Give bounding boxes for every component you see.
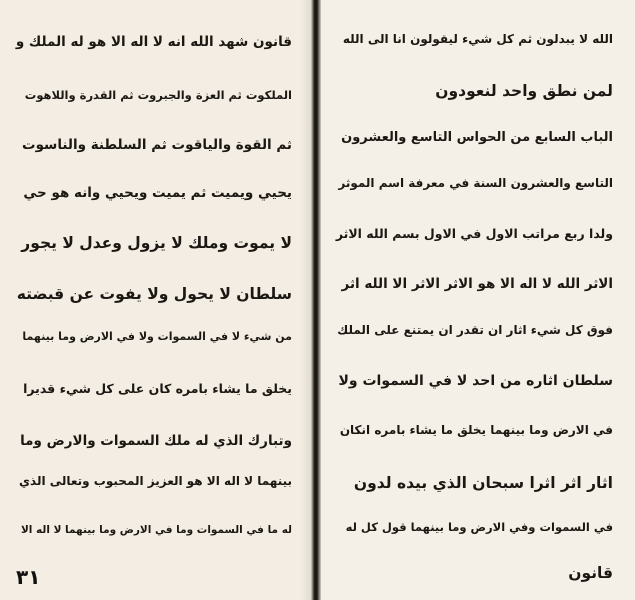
right-page <box>321 0 635 600</box>
manuscript-line: التاسع والعشرون السنة في معرفة اسم الموثر <box>338 176 613 190</box>
manuscript-line: يحيي ويميت ثم يميت ويحيي وانه هو حي <box>23 185 292 201</box>
manuscript-line: الملكوت ثم العزة والجبروت ثم القدرة واللاهوت <box>24 88 292 102</box>
manuscript-line: وتبارك الذي له ملك السموات والارض وما <box>20 433 292 449</box>
manuscript-line: قانون شهد الله انه لا اله الا هو له الملك و <box>15 34 292 50</box>
left-page <box>0 0 312 600</box>
right-page-text <box>321 0 635 600</box>
manuscript-line: الباب السابع من الحواس التاسع والعشرون <box>341 130 613 145</box>
manuscript-line: الله لا يبدلون ثم كل شيء ليقولون انا الى الله <box>342 32 613 46</box>
manuscript-line: قانون <box>568 564 613 582</box>
manuscript-line: من شيء لا في السموات ولا في الارض وما بينهما <box>22 330 292 343</box>
left-page-text <box>0 0 312 600</box>
manuscript-line: في السموات وفي الارض وما بينهما قول كل له <box>345 520 613 534</box>
manuscript-line: الاثر الله لا اله الا هو الاثر الاثر الا الله اثر <box>341 276 613 292</box>
manuscript-line: له ما في السموات وما في الارض وما بينهما لا اله الا <box>20 524 292 536</box>
manuscript-line: ثم القوة والياقوت ثم السلطنة والناسوت <box>22 137 292 153</box>
manuscript-line: اثار اثر اثرا سبحان الذي بيده لدون <box>353 474 613 492</box>
manuscript-line: سلطان اثاره من احد لا في السموات ولا <box>338 373 613 389</box>
manuscript-line: يخلق ما يشاء بامره كان على كل شيء قديرا <box>23 381 292 396</box>
manuscript-line: لا يموت وملك لا يزول وعدل لا يجور <box>21 234 292 252</box>
manuscript-line: فوق كل شيء اثار ان تقدر ان يمتنع على الملك <box>337 323 613 337</box>
manuscript-line: ولدا ربع مراتب الاول في الاول بسم الله الاثر <box>335 226 613 241</box>
manuscript-line: سلطان لا يحول ولا يفوت عن قبضته <box>16 285 292 303</box>
manuscript-line: لمن نطق واحد لنعودون <box>435 82 613 100</box>
manuscript-line: بينهما لا اله الا هو العزيز المحبوب وتعالى الذي <box>19 474 292 488</box>
page-number: ٣١ <box>13 565 43 589</box>
manuscript-line: في الارض وما بينهما يخلق ما يشاء بامره انكان <box>339 423 613 437</box>
book-gutter <box>311 0 321 600</box>
